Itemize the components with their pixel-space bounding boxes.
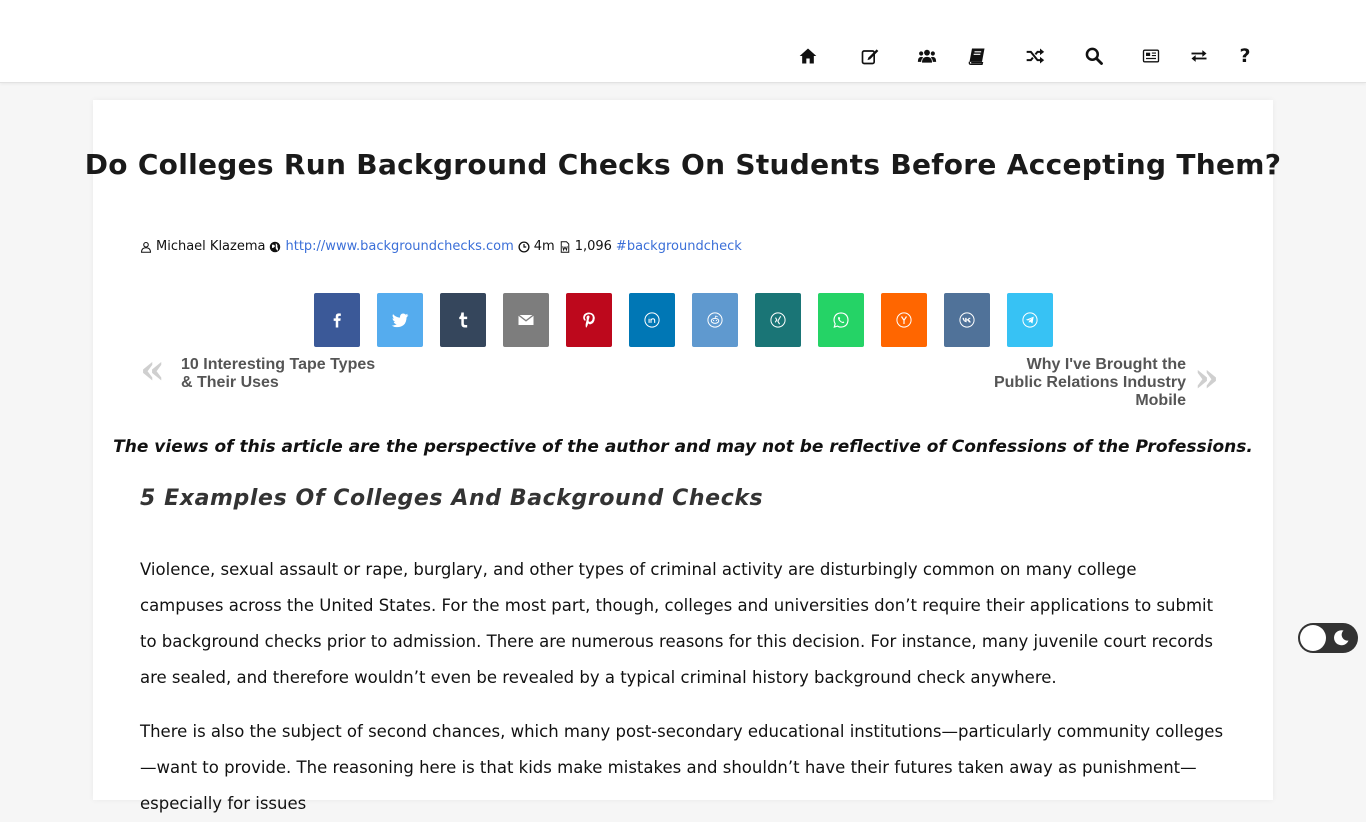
hackernews-share-button[interactable]: [881, 293, 927, 347]
edit-icon[interactable]: [858, 44, 882, 68]
vk-share-button[interactable]: [944, 293, 990, 347]
facebook-share-button[interactable]: [314, 293, 360, 347]
xing-icon: [768, 310, 788, 330]
whatsapp-icon: [831, 310, 851, 330]
vk-icon: [957, 310, 977, 330]
hackernews-icon: [894, 310, 914, 330]
word-file-icon: [559, 241, 571, 253]
telegram-share-button[interactable]: [1007, 293, 1053, 347]
whatsapp-share-button[interactable]: [818, 293, 864, 347]
home-icon[interactable]: [796, 44, 820, 68]
article-paragraph: Violence, sexual assault or rape, burglary, and other types of criminal activity are disturbingly common on many college campuses across the United States. For the most part, though, colleges and universities don’t require their applications to submit to background checks prior to admission. There are numerous reasons for this decision. For instance, many juvenile court records are sealed, and therefore wouldn’t even be revealed by a typical criminal history background check anywhere.: [140, 560, 1214, 687]
twitter-icon: [390, 310, 410, 330]
article-paragraph: There is also the subject of second chances, which many post-secondary educational institutions—particularly community colleges—want to provide. The reasoning here is that kids make mistakes and shouldn’t have their futures taken away as punishment—especially for issues: [140, 722, 1224, 813]
clock-icon: [518, 241, 530, 253]
linkedin-share-button[interactable]: [629, 293, 675, 347]
reddit-share-button[interactable]: [692, 293, 738, 347]
shuffle-icon[interactable]: [1023, 44, 1047, 68]
tag-link[interactable]: #backgroundcheck: [615, 239, 742, 254]
author-name: Michael Klazema: [156, 239, 266, 254]
telegram-icon: [1020, 310, 1040, 330]
twitter-share-button[interactable]: [377, 293, 423, 347]
user-icon: [140, 241, 152, 253]
article-meta: [140, 239, 742, 254]
article-disclaimer: The views of this article are the perspective of the author and may not be reflective of Confessions of the Professions.: [113, 437, 1253, 457]
users-icon[interactable]: [915, 44, 939, 68]
toggle-knob: [1300, 625, 1326, 651]
pinterest-icon: [579, 310, 599, 330]
dark-mode-toggle[interactable]: [1298, 623, 1358, 653]
tumblr-icon: [453, 310, 473, 330]
newspaper-icon[interactable]: [1139, 44, 1163, 68]
prev-arrow-icon[interactable]: «: [140, 346, 165, 393]
tumblr-share-button[interactable]: [440, 293, 486, 347]
word-count: 1,096: [574, 239, 612, 254]
search-icon[interactable]: [1082, 44, 1106, 68]
email-share-button[interactable]: [503, 293, 549, 347]
exchange-icon[interactable]: [1187, 44, 1211, 68]
author-website-link[interactable]: http://www.backgroundchecks.com: [285, 239, 514, 254]
email-icon: [516, 310, 536, 330]
previous-article-link[interactable]: 10 Interesting Tape Types & Their Uses: [181, 356, 376, 391]
page-title: Do Colleges Run Background Checks On Students Before Accepting Them?: [84, 148, 1282, 181]
globe-icon: [269, 241, 281, 253]
moon-icon: [1330, 628, 1352, 648]
top-navigation-bar: [0, 0, 1366, 83]
question-icon[interactable]: [1233, 44, 1257, 68]
next-arrow-icon[interactable]: »: [1194, 354, 1219, 401]
pinterest-share-button[interactable]: [566, 293, 612, 347]
question-label: ?: [1239, 45, 1251, 67]
facebook-icon: [327, 310, 347, 330]
article-subheading: 5 Examples Of Colleges And Background Checks: [140, 486, 764, 511]
reddit-icon: [705, 310, 725, 330]
read-time: 4m: [533, 239, 555, 254]
next-article-link[interactable]: Why I've Brought the Public Relations Industry Mobile: [993, 356, 1186, 409]
linkedin-icon: [642, 310, 662, 330]
book-icon[interactable]: [965, 44, 989, 68]
xing-share-button[interactable]: [755, 293, 801, 347]
